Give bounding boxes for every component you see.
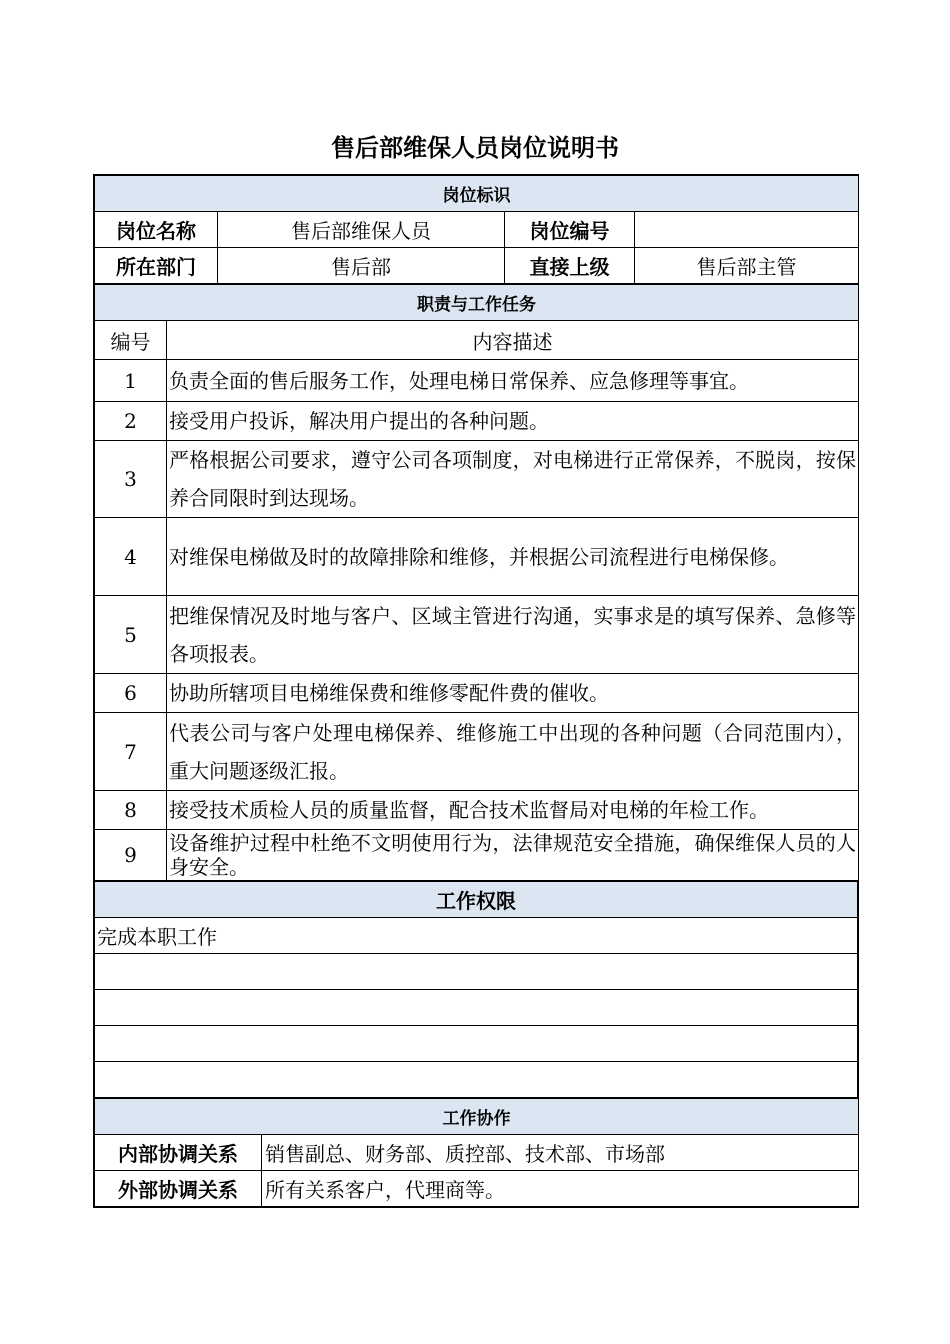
authority-line — [95, 954, 858, 990]
internal-coordination-value: 销售副总、财务部、质控部、技术部、市场部 — [262, 1135, 859, 1171]
department-label: 所在部门 — [95, 248, 218, 284]
section-header-duties: 职责与工作任务 — [95, 285, 859, 321]
duty-number: 9 — [95, 830, 167, 881]
supervisor-label: 直接上级 — [505, 248, 635, 284]
duty-row — [95, 713, 859, 791]
authority-line — [95, 1026, 858, 1062]
duty-row — [95, 674, 859, 713]
duty-row — [95, 441, 859, 518]
duty-number: 2 — [95, 402, 167, 441]
duty-number: 4 — [95, 518, 167, 596]
section-header-cooperation: 工作协作 — [95, 1099, 859, 1135]
duty-text: 设备维护过程中杜绝不文明使用行为，法律规范安全措施，确保维保人员的人身安全。 — [167, 830, 859, 881]
duty-text: 负责全面的售后服务工作，处理电梯日常保养、应急修理等事宜。 — [167, 360, 859, 402]
column-header-description: 内容描述 — [167, 321, 859, 360]
position-name-value: 售后部维保人员 — [218, 212, 505, 248]
duty-row — [95, 402, 859, 441]
duty-row — [95, 518, 859, 596]
cooperation-table — [94, 1098, 859, 1207]
position-code-label: 岗位编号 — [505, 212, 635, 248]
duty-text: 接受用户投诉，解决用户提出的各种问题。 — [167, 402, 859, 441]
duty-number: 3 — [95, 441, 167, 518]
section-header-authority: 工作权限 — [95, 882, 858, 918]
duty-text: 接受技术质检人员的质量监督，配合技术监督局对电梯的年检工作。 — [167, 791, 859, 830]
identity-table — [94, 175, 859, 284]
duty-number: 6 — [95, 674, 167, 713]
duty-text: 代表公司与客户处理电梯保养、维修施工中出现的各种问题（合同范围内），重大问题逐级汇报。 — [167, 713, 859, 791]
duty-row — [95, 360, 859, 402]
duties-table — [94, 284, 859, 881]
external-coordination-value: 所有关系客户，代理商等。 — [262, 1171, 859, 1207]
department-value: 售后部 — [218, 248, 505, 284]
duty-row — [95, 596, 859, 674]
job-description-table — [93, 174, 859, 1208]
internal-coordination-label: 内部协调关系 — [95, 1135, 262, 1171]
duty-row — [95, 830, 859, 881]
document-title: 售后部维保人员岗位说明书 — [331, 134, 619, 162]
duty-number: 5 — [95, 596, 167, 674]
duty-text: 严格根据公司要求，遵守公司各项制度，对电梯进行正常保养，不脱岗，按保养合同限时到达现场。 — [167, 441, 859, 518]
section-header-identity: 岗位标识 — [95, 176, 859, 212]
authority-line — [95, 1062, 858, 1098]
position-name-label: 岗位名称 — [95, 212, 218, 248]
authority-table — [94, 881, 858, 1098]
duty-number: 7 — [95, 713, 167, 791]
duty-number: 1 — [95, 360, 167, 402]
authority-line: 完成本职工作 — [95, 918, 858, 954]
duty-text: 协助所辖项目电梯维保费和维修零配件费的催收。 — [167, 674, 859, 713]
column-header-number: 编号 — [95, 321, 167, 360]
external-coordination-label: 外部协调关系 — [95, 1171, 262, 1207]
duty-text: 把维保情况及时地与客户、区域主管进行沟通，实事求是的填写保养、急修等各项报表。 — [167, 596, 859, 674]
authority-line — [95, 990, 858, 1026]
duty-row — [95, 791, 859, 830]
supervisor-value: 售后部主管 — [635, 248, 859, 284]
position-code-value — [635, 212, 859, 248]
duty-text: 对维保电梯做及时的故障排除和维修，并根据公司流程进行电梯保修。 — [167, 518, 859, 596]
duty-number: 8 — [95, 791, 167, 830]
